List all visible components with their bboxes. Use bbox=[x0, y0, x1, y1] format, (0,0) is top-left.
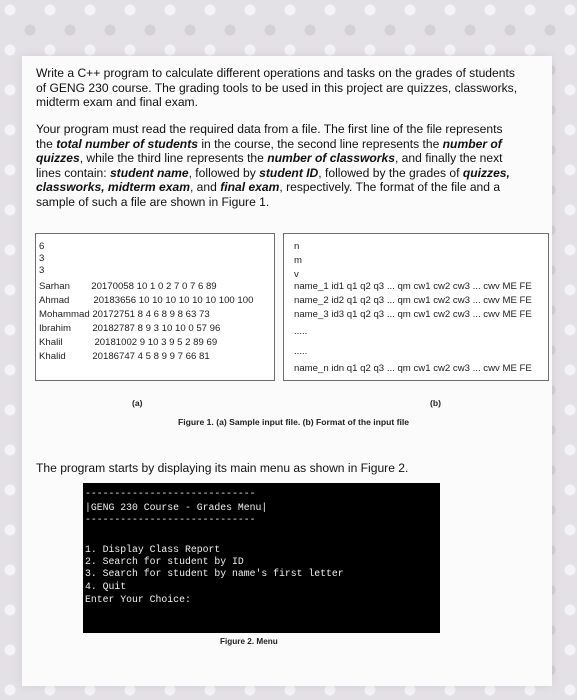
menu-option-3: 3. Search for student by name's first letter bbox=[85, 568, 344, 579]
menu-title: |GENG 230 Course - Grades Menu| bbox=[85, 502, 268, 513]
format-line: name_1 id1 q1 q2 q3 ... qm cw1 cw2 cw3 ... cwv ME FE bbox=[294, 281, 532, 292]
sample-line: Sarhan 20170058 10 1 0 2 7 0 7 6 89 bbox=[39, 281, 217, 292]
format-line: name_3 id3 q1 q2 q3 ... qm cw1 cw2 cw3 ... cwv ME FE bbox=[294, 309, 532, 320]
sample-line: Khalid 20186747 4 5 8 9 9 7 66 81 bbox=[39, 351, 210, 362]
menu-border: ----------------------------- bbox=[85, 514, 256, 525]
menu-border: ----------------------------- bbox=[85, 488, 256, 499]
format-line: ..... bbox=[294, 346, 308, 357]
menu-option-4: 4. Quit bbox=[85, 581, 127, 592]
intro-line: Write a C++ program to calculate different operations and tasks on the grades of students bbox=[36, 66, 515, 80]
req-text: , while the third line represents the bbox=[79, 151, 268, 166]
sample-line: Ibrahim 20182787 8 9 3 10 10 0 57 96 bbox=[39, 323, 221, 334]
req-emphasis: final exam bbox=[220, 180, 280, 195]
sample-input-file-box bbox=[35, 233, 275, 381]
req-text: in the course, the second line represents the bbox=[197, 136, 443, 151]
sample-line: 3 bbox=[39, 265, 45, 276]
sample-line: Ahmad 20183656 10 10 10 10 10 10 100 100 bbox=[39, 295, 254, 306]
req-emphasis: quizzes, bbox=[462, 165, 510, 180]
figure1-label-b: (b) bbox=[430, 398, 441, 408]
req-emphasis: student ID bbox=[259, 165, 319, 180]
input-format-box bbox=[283, 233, 549, 381]
figure1-caption: Figure 1. (a) Sample input file. (b) Format of the input file bbox=[178, 417, 410, 427]
menu-option-2: 2. Search for student by ID bbox=[85, 556, 244, 567]
req-text: Your program must read the required data from a file. The first line of the file represents bbox=[36, 122, 503, 136]
menu-option-1: 1. Display Class Report bbox=[85, 544, 221, 555]
req-text: , respectively. The format of the file and a bbox=[279, 180, 501, 195]
format-line: name_n idn q1 q2 q3 ... qm cw1 cw2 cw3 ... cwv ME FE bbox=[294, 363, 532, 374]
req-text: , and bbox=[189, 180, 221, 195]
sample-line: Khalil 20181002 9 10 3 9 5 2 89 69 bbox=[39, 337, 218, 348]
req-text: , followed by bbox=[188, 165, 260, 180]
requirements-paragraph bbox=[36, 122, 524, 210]
format-line: v bbox=[294, 269, 299, 280]
sample-line: Mohammad 20172751 8 4 6 8 9 8 63 73 bbox=[39, 309, 210, 320]
format-line: m bbox=[294, 255, 302, 266]
menu-prompt: Enter Your Choice: bbox=[85, 594, 191, 605]
req-emphasis: classworks, midterm exam bbox=[36, 180, 190, 195]
menu-console bbox=[83, 483, 440, 633]
req-emphasis: number of bbox=[442, 136, 502, 151]
intro-line: midterm exam and final exam. bbox=[36, 95, 198, 110]
req-emphasis: number of classworks bbox=[267, 151, 395, 166]
req-text: the bbox=[36, 136, 57, 151]
req-text: sample of such a file are shown in Figure 1. bbox=[36, 194, 270, 209]
sample-line: 6 bbox=[39, 241, 45, 252]
format-line: name_2 id2 q1 q2 q3 ... qm cw1 cw2 cw3 ... cwv ME FE bbox=[294, 295, 532, 306]
figure2-caption: Figure 2. Menu bbox=[220, 637, 278, 646]
intro-line: of GENG 230 course. The grading tools to be used in this project are quizzes, classworks, bbox=[36, 80, 518, 95]
sample-line: 3 bbox=[39, 253, 45, 264]
req-emphasis: quizzes bbox=[36, 151, 80, 166]
menu-intro-text: The program starts by displaying its main menu as shown in Figure 2. bbox=[36, 461, 409, 475]
figure1-label-a: (a) bbox=[132, 398, 143, 408]
req-emphasis: total number of students bbox=[56, 136, 198, 151]
req-text: lines contain: bbox=[36, 165, 110, 180]
format-line: n bbox=[294, 241, 300, 252]
req-text: , and finally the next bbox=[394, 151, 503, 166]
req-text: , followed by the grades of bbox=[318, 165, 463, 180]
intro-paragraph bbox=[36, 66, 524, 110]
req-emphasis: student name bbox=[109, 165, 189, 180]
format-line: ..... bbox=[294, 326, 308, 337]
